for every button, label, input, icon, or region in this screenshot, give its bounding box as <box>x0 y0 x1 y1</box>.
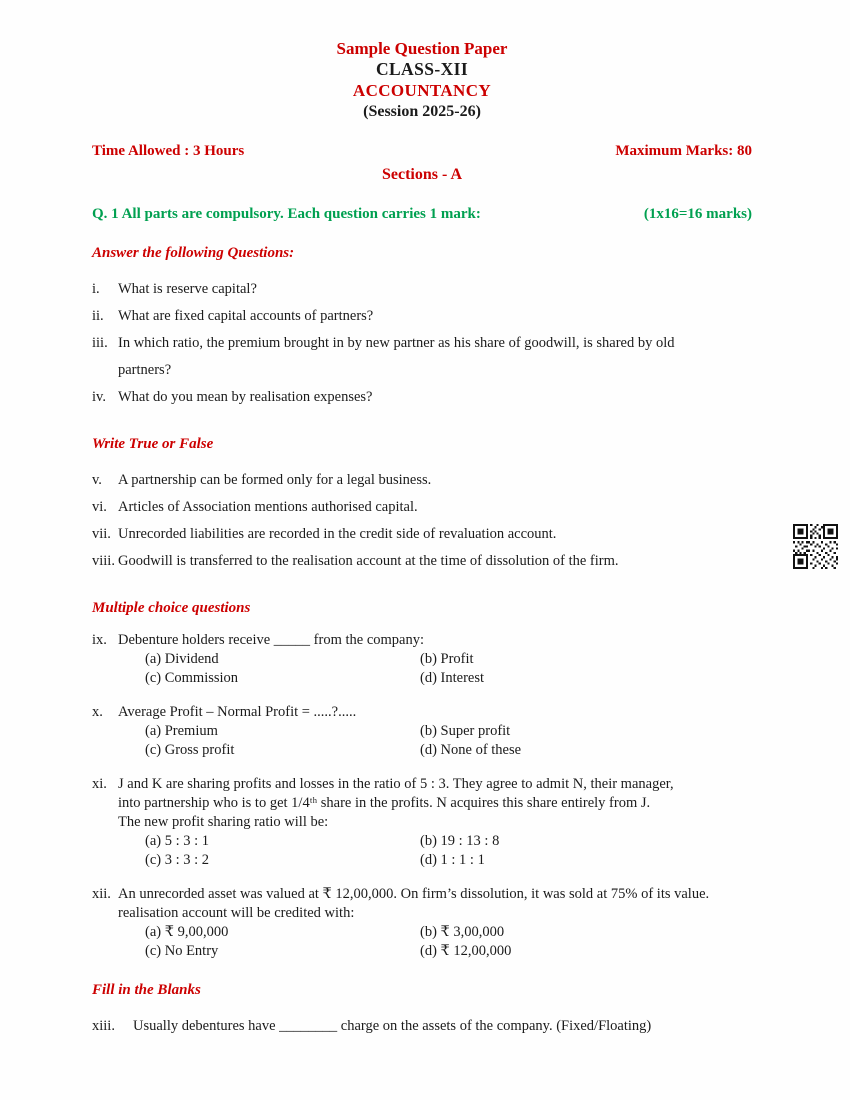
class-title: CLASS-XII <box>375 59 469 79</box>
question-section <box>92 981 752 1040</box>
question-number: vii. <box>92 526 111 542</box>
mcq-option: (a) Premium <box>145 723 218 739</box>
question-item <box>92 631 752 688</box>
question-section <box>92 244 752 411</box>
question-number: ii. <box>92 308 104 324</box>
mcq-option: (a) Dividend <box>145 651 219 667</box>
mcq-option: (a) ₹ 9,00,000 <box>145 924 229 940</box>
question-number: iv. <box>92 389 106 405</box>
section-heading-a: Sections - A <box>382 166 462 183</box>
session-title: (Session 2025-26) <box>363 103 481 120</box>
time-allowed: Time Allowed : 3 Hours <box>92 143 245 159</box>
question-item <box>92 330 752 384</box>
q1-instruction-row <box>92 205 752 224</box>
sections-root <box>92 244 752 1040</box>
section-heading: Answer the following Questions: <box>92 245 295 261</box>
question-item <box>92 885 752 961</box>
question-item <box>92 276 752 303</box>
question-number: ix. <box>92 632 107 648</box>
question-section <box>92 599 752 961</box>
mcq-option: (d) 1 : 1 : 1 <box>420 852 485 868</box>
maximum-marks: Maximum Marks: 80 <box>615 143 752 159</box>
question-item <box>92 521 752 548</box>
question-text: Articles of Association mentions authorised capital. <box>118 499 418 515</box>
question-item <box>92 384 752 411</box>
section-heading: Multiple choice questions <box>92 600 251 616</box>
section-heading: Fill in the Blanks <box>92 982 201 998</box>
mcq-options <box>118 832 752 870</box>
question-item <box>92 703 752 760</box>
question-item <box>92 548 752 575</box>
mcq-option: (c) Commission <box>145 670 239 686</box>
subject-title: ACCOUNTANCY <box>352 81 492 100</box>
qr-code <box>793 524 838 569</box>
question-number: vi. <box>92 499 107 515</box>
mcq-option: (b) 19 : 13 : 8 <box>420 833 500 849</box>
question-item <box>92 775 752 870</box>
question-text: A partnership can be formed only for a legal business. <box>118 472 432 488</box>
section-heading: Write True or False <box>92 436 214 452</box>
question-item <box>92 1013 752 1040</box>
exam-meta-row <box>92 142 752 161</box>
question-text: Debenture holders receive _____ from the company: (a) Dividend (b) Profit (c) Commission (d) Interest <box>118 631 752 688</box>
question-number: v. <box>92 472 102 488</box>
question-text: Average Profit – Normal Profit = .....?..... (a) Premium (b) Super profit (c) Gross profit (d) None of these <box>118 703 752 760</box>
mcq-option: (b) Super profit <box>420 723 511 739</box>
paper-title: Sample Question Paper <box>336 39 508 58</box>
question-item <box>92 467 752 494</box>
document-title-block <box>92 38 752 122</box>
mcq-option: (a) 5 : 3 : 1 <box>145 833 210 849</box>
mcq-option: (d) ₹ 12,00,000 <box>420 943 512 959</box>
question-number: xi. <box>92 776 107 792</box>
mcq-options <box>118 722 752 760</box>
q1-instruction: Q. 1 All parts are compulsory. Each question carries 1 mark: <box>92 206 481 222</box>
q1-marks: (1x16=16 marks) <box>643 206 752 222</box>
question-text: J and K are sharing profits and losses in the ratio of 5 : 3. They agree to admit N, their manager, into partnership who is to get 1/4ᵗʰ share in the profits. N acquires this share entirely from J. The new profit sharing ratio will be: (a) 5 : 3 : 1 (b) 19 : 13 : 8 (c) 3 : 3 : 2 (d) 1 : 1 : 1 <box>118 775 752 870</box>
mcq-option: (d) None of these <box>420 742 522 758</box>
question-number: i. <box>92 281 100 297</box>
mcq-option: (c) 3 : 3 : 2 <box>145 852 210 868</box>
question-item <box>92 494 752 521</box>
question-text: What do you mean by realisation expenses? <box>118 389 373 405</box>
question-text: Goodwill is transferred to the realisation account at the time of dissolution of the firm. <box>118 553 619 569</box>
question-text: Usually debentures have ________ charge on the assets of the company. (Fixed/Floating) <box>133 1018 652 1034</box>
question-number: xii. <box>92 886 111 902</box>
question-text: What is reserve capital? <box>118 281 257 297</box>
question-text: What are fixed capital accounts of partners? <box>118 308 374 324</box>
mcq-option: (c) Gross profit <box>145 742 235 758</box>
question-number: viii. <box>92 553 115 569</box>
mcq-option: (b) Profit <box>420 651 474 667</box>
question-number: iii. <box>92 335 108 351</box>
mcq-option: (b) ₹ 3,00,000 <box>420 924 505 940</box>
question-number: x. <box>92 704 103 720</box>
mcq-option: (d) Interest <box>420 670 485 686</box>
mcq-options <box>118 650 752 688</box>
question-text: Unrecorded liabilities are recorded in the credit side of revaluation account. <box>118 526 557 542</box>
question-item <box>92 303 752 330</box>
mcq-option: (c) No Entry <box>145 943 219 959</box>
question-number: xiii. <box>92 1018 115 1034</box>
question-section <box>92 435 752 575</box>
question-text: An unrecorded asset was valued at ₹ 12,00,000. On firm’s dissolution, it was sold at 75% of its value. realisation account will be credited with: (a) ₹ 9,00,000 (b) ₹ 3,00,000 (c) No Entry (d) ₹ 12,00,000 <box>118 885 752 961</box>
mcq-options <box>118 923 752 961</box>
question-text: In which ratio, the premium brought in by new partner as his share of goodwill, is shared by old partners? <box>118 335 675 378</box>
